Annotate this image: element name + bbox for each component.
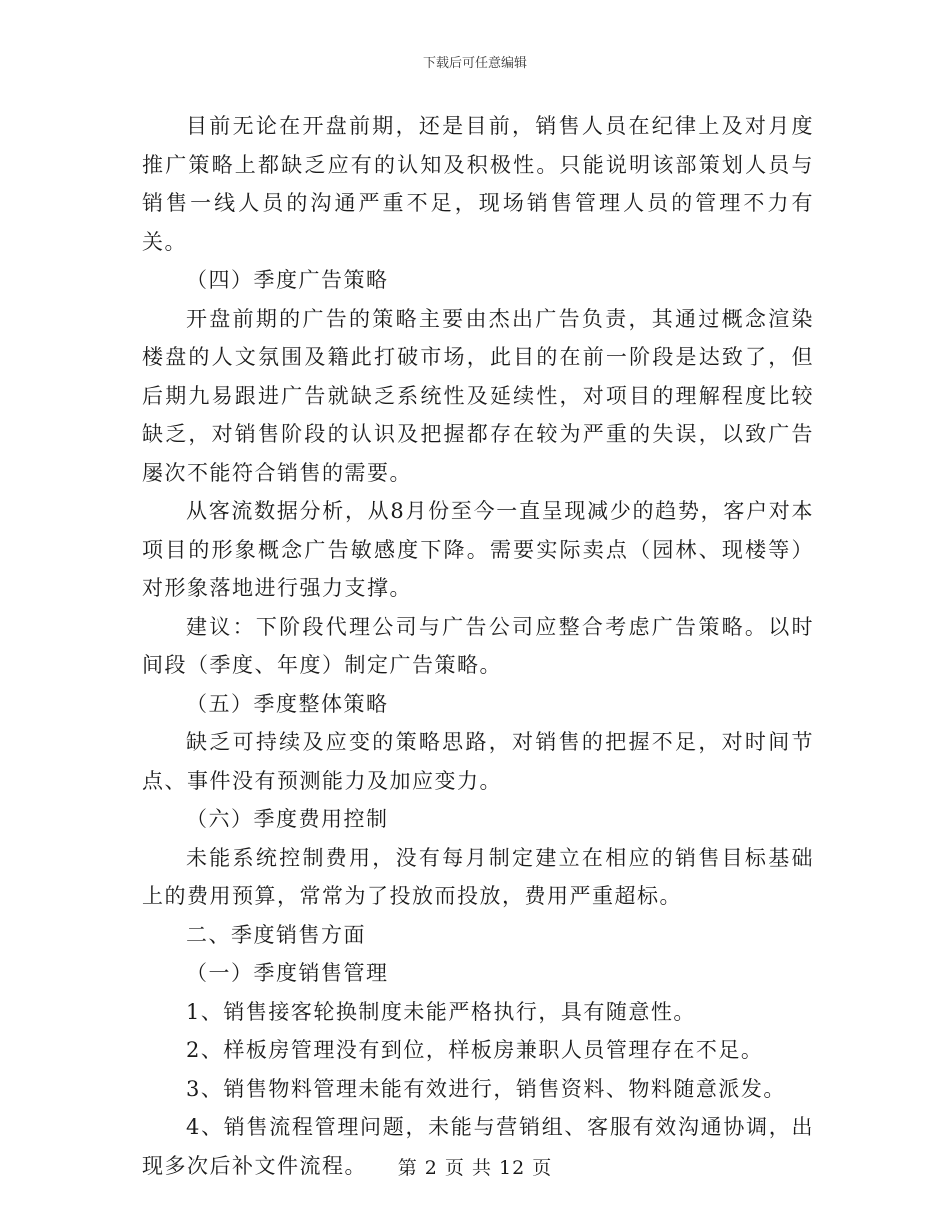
section-heading-1: （一）季度销售管理 (186, 961, 389, 985)
section-heading-5: （五）季度整体策略 (186, 691, 389, 716)
list-item-1: 1、销售接客轮换制度未能严格执行，具有随意性。 (186, 999, 696, 1024)
footer-middle: 页 共 (444, 1157, 492, 1179)
paragraph-5: 缺乏可持续及应变的策略思路，对销售的把握不足，对时间节点、事件没有预测能力及加应变力。 (142, 730, 814, 793)
paragraph-6: 未能系统控制费用，没有每月制定建立在相应的销售目标基础上的费用预算，常常为了投放而投放，费用严重超标。 (142, 845, 814, 908)
footer-page-number: 2 (424, 1157, 438, 1179)
page-footer (0, 1153, 950, 1180)
section-heading-4: （四）季度广告策略 (186, 268, 389, 292)
paragraph-4: 建议：下阶段代理公司与广告公司应整合考虑广告策略。以时间段（季度、年度）制定广告策略。 (142, 614, 814, 677)
page-header: 下载后可任意编辑 (422, 56, 527, 71)
document-body (142, 107, 814, 1185)
chapter-heading-2: 二、季度销售方面 (186, 922, 366, 947)
footer-suffix: 页 (532, 1157, 553, 1179)
paragraph-1: 目前无论在开盘前期，还是目前，销售人员在纪律上及对月度推广策略上都缺乏应有的认知及积极性。只能说明该部策划人员与销售一线人员的沟通严重不足，现场销售管理人员的管理不力有关。 (142, 114, 814, 254)
footer-prefix: 第 (397, 1157, 418, 1179)
list-item-4: 4、销售流程管理问题，未能与营销组、客服有效沟通协调，出现多次后补文件流程。 (142, 1115, 814, 1178)
section-heading-6: （六）季度费用控制 (186, 807, 389, 831)
list-item-3: 3、销售物料管理未能有效进行，销售资料、物料随意派发。 (186, 1076, 786, 1101)
paragraph-3: 从客流数据分析，从8月份至今一直呈现减少的趋势，客户对本项目的形象概念广告敏感度下降。需要实际卖点（园林、现楼等）对形象落地进行强力支撑。 (142, 499, 814, 600)
paragraph-2: 开盘前期的广告的策略主要由杰出广告负责，其通过概念渲染楼盘的人文氛围及籍此打破市场，此目的在前一阶段是达致了，但后期九易跟进广告就缺乏系统性及延续性，对项目的理解程度比较缺乏，对销售阶段的认识及把握都存在较为严重的失误，以致广告屡次不能符合销售的需要。 (142, 306, 814, 485)
list-item-2: 2、样板房管理没有到位，样板房兼职人员管理存在不足。 (186, 1038, 764, 1062)
footer-total-pages: 12 (499, 1157, 526, 1179)
